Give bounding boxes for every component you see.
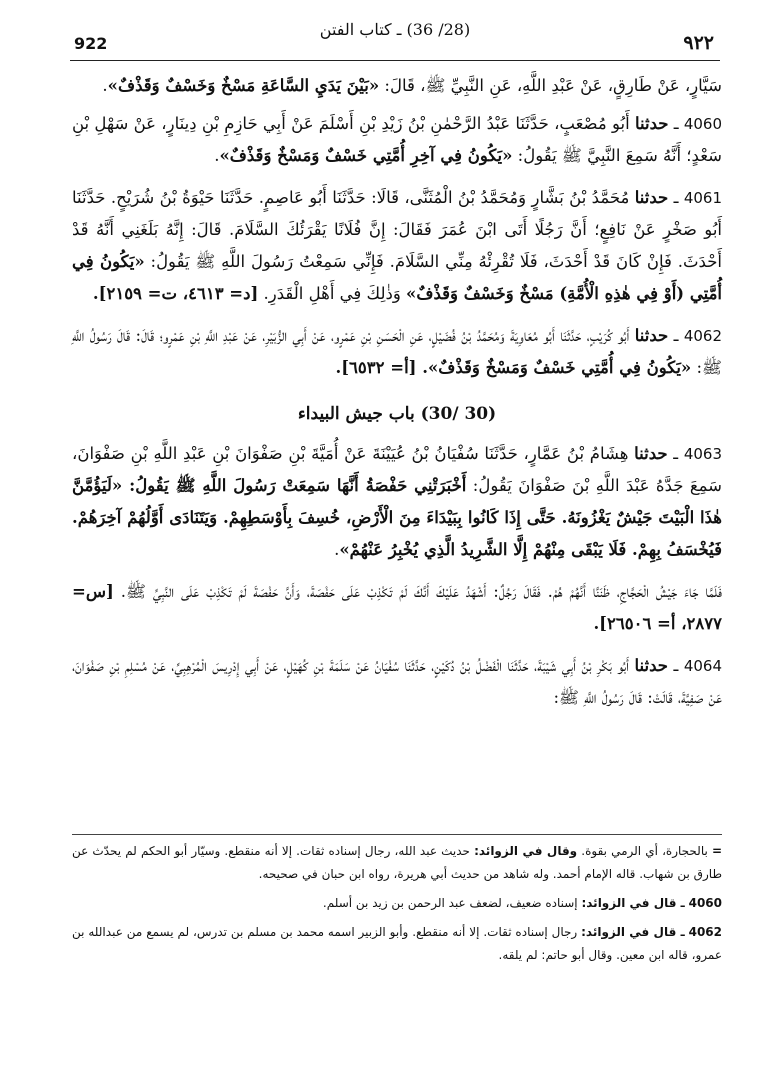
hadith-text: هِشَامُ بْنُ عَمَّارٍ، حَدَّثَنَا سُفْيَانُ بْنُ عُيَيْنَةَ عَنْ أُمَيَّةَ بْنِ صَفْوَانَ بْنِ عَبْدِ اللَّهِ بْنِ صَفْوَانَ، سَمِعَ جَدَّهُ عَبْدَ اللَّهِ بْنَ صَفْوَانَ يَقُولُ:: [72, 444, 722, 495]
hadith-matn: أَخْبَرَتْنِي حَفْصَةُ أَنَّهَا سَمِعَتْ رَسُولَ اللَّهِ ﷺ يَقُولُ: «لَيَؤُمَّنَّ هٰذَا الْبَيْتَ جَيْشٌ يَغْزُونَهُ. حَتَّى إِذَا كَانُوا بِبَيْدَاءَ مِنَ الْأَرْضِ، خُسِفَ بِأَوْسَطِهِمْ. وَيَتَنَادَى أَوَّلُهُمْ آخِرَهُمْ. فَيُخْسَفُ بِهِمْ. فَلَا يَبْقَى مِنْهُمْ إِلَّا الشَّرِيدُ الَّذِي يُخْبِرُ عَنْهُمْ»: [72, 476, 722, 559]
footnote-divider: [72, 834, 722, 835]
continuation-matn: «بَيْنَ يَدَيِ السَّاعَةِ مَسْخٌ وَخَسْفٌ وَقَذْفٌ»: [107, 76, 380, 95]
footnote-marker: =: [711, 844, 722, 858]
hadith-4063-continuation: [72, 576, 722, 640]
hadith-reference: [س= ٢٨٧٧، أ= ٢٦٥٠٦].: [72, 582, 722, 633]
hadith-number: 4064: [683, 657, 722, 675]
continuation-text: سَيَّارٍ، عَنْ طَارِقٍ، عَنْ عَبْدِ اللَّهِ، عَنِ النَّبِيِّ ﷺ، قَالَ:: [379, 76, 722, 95]
footnote-4060: [72, 892, 722, 915]
continuation-end: .: [102, 76, 108, 95]
hadith-4061: 4061 ـ حدثنا مُحَمَّدُ بْنُ بَشَّارٍ وَمُحَمَّدُ بْنُ الْمُثَنَّى، قَالَا: حَدَّثَنَا أَبُو عَاصِمٍ. حَدَّثَنَا حَيْوَةُ بْنُ شُرَيْحٍ. حَدَّثَنَا أَبُو صَخْرٍ عَنْ نَافِعٍ؛ أَنَّ رَجُلًا أَتَى ابْنَ عُمَرَ فَقَالَ: إِنَّ فُلَانًا يَقْرَئُكَ السَّلَامَ. قَالَ: إِنَّهُ بَلَغَنِي أَنَّهُ قَدْ أَحْدَثَ. فَإِنْ كَانَ قَدْ أَحْدَثَ، فَلَا تُقْرِئْهُ مِنِّي السَّلَامَ. فَإِنِّي سَمِعْتُ رَسُولَ اللَّهِ ﷺ يَقُولُ: «يَكُونُ فِي أُمَّتِي (أَوْ فِي هٰذِهِ الْأُمَّةِ) مَسْخٌ وَخَسْفٌ وَقَذْفٌ» وَذٰلِكَ فِي أَهْلِ الْقَدَرِ. [د= ٤٦١٣، ت= ٢١٥٩].: [72, 188, 723, 303]
hadith-number: 4063: [683, 445, 722, 463]
hadith-number: 4060: [683, 115, 723, 133]
hadith-text: مُحَمَّدُ بْنُ بَشَّارٍ وَمُحَمَّدُ بْنُ الْمُثَنَّى، قَالَا: حَدَّثَنَا أَبُو عَاصِمٍ. حَدَّثَنَا حَيْوَةُ بْنُ شُرَيْحٍ. حَدَّثَنَا أَبُو صَخْرٍ عَنْ نَافِعٍ؛ أَنَّ رَجُلًا أَتَى ابْنَ عُمَرَ فَقَالَ: إِنَّ فُلَانًا يَقْرَئُكَ السَّلَامَ. قَالَ: إِنَّهُ بَلَغَنِي أَنَّهُ قَدْ أَحْدَثَ. فَإِنْ كَانَ قَدْ أَحْدَثَ، فَلَا تُقْرِئْهُ مِنِّي السَّلَامَ. فَإِنِّي سَمِعْتُ رَسُولَ اللَّهِ ﷺ يَقُولُ:: [72, 188, 722, 271]
footnote-number: 4060: [688, 896, 722, 910]
hadith-matn: «يَكُونُ فِي أُمَّتِي خَسْفٌ وَمَسْخٌ وَقَذْفٌ»: [427, 358, 692, 377]
hadith-4062: 4062 ـ حدثنا أَبُو كُرَيْبٍ، حَدَّثَنَا أَبُو مُعَاوِيَةَ وَمُحَمَّدُ بْنُ فُضَيْلٍ، عَنِ الْحَسَنِ بْنِ عَمْرٍو، عَنْ أَبِي الزُّبَيْرِ، عَنْ عَبْدِ اللَّهِ بْنِ عَمْرٍو؛ قَالَ: قَالَ رَسُولُ اللَّهِ ﷺ: «يَكُونُ فِي أُمَّتِي خَسْفٌ وَمَسْخٌ وَقَذْفٌ». [أ= ٦٥٣٢].: [72, 326, 723, 377]
footnote-key: ـ قال في الزوائد:: [581, 925, 685, 939]
hadith-text: فَلَمَّا جَاءَ جَيْشُ الْحَجَّاجِ، ظَنَنَّا أَنَّهُمْ هُمْ. فَقَالَ رَجُلٌ: أَشْهَدُ عَلَيْكَ أَنَّكَ لَمْ تَكْذِبْ عَلَى حَفْصَةَ، وَأَنَّ حَفْصَةَ لَمْ تَكْذِبْ عَلَى النَّبِيِّ ﷺ.: [113, 582, 722, 601]
hadith-4060: 4060 ـ حدثنا أَبُو مُصْعَبٍ، حَدَّثَنَا عَبْدُ الرَّحْمٰنِ بْنُ زَيْدِ بْنِ أَسْلَمَ عَنْ أَبِي حَازِمِ بْنِ دِينَارٍ، عَنْ سَهْلِ بْنِ سَعْدٍ؛ أَنَّهُ سَمِعَ النَّبِيَّ ﷺ يَقُولُ: «يَكُونُ فِي آخِرِ أُمَّتِي خَسْفٌ وَمَسْخٌ وَقَذْفٌ».: [72, 114, 723, 165]
footnote-key: ـ قال في الزوائد:: [581, 896, 685, 910]
footnote-text: رجال إسناده ثقات. إلا أنه منقطع. وأبو الزبير اسمه محمد بن مسلم بن تدرس، لم يسمع من عبدالله بن عمرو، قاله ابن معين. وقال أبو حاتم: لم يلقه.: [72, 925, 722, 962]
hadith-keyword: حدثنا: [634, 656, 668, 675]
hadith-reference: [د= ٤٦١٣، ت= ٢١٥٩].: [92, 284, 259, 303]
page-number-latin: 922: [74, 34, 108, 53]
hadith-number: 4061: [683, 189, 723, 207]
hadith-keyword: حدثنا: [634, 326, 669, 345]
footnote-text: إسناده ضعيف، لضعف عبد الرحمن بن زيد بن أسلم.: [322, 896, 582, 910]
hadith-end: .: [334, 540, 340, 559]
footnotes: [72, 840, 722, 973]
page-header: [70, 14, 720, 61]
hadith-number: 4062: [683, 327, 723, 345]
footnote-4062: [72, 921, 722, 967]
hadith-4064: 4064 ـ حدثنا أَبُو بَكْرِ بْنُ أَبِي شَيْبَةَ، حَدَّثَنَا الْفَضْلُ بْنُ دُكَيْنٍ، حَدَّثَنَا سُفْيَانُ عَنْ سَلَمَةَ بْنِ كُهَيْلٍ، عَنْ أَبِي إِدْرِيسَ الْمُرْهِبِيِّ، عَنْ مُسْلِمِ بْنِ صَفْوَانَ، عَنْ صَفِيَّةَ، قَالَتْ: قَالَ رَسُولُ اللَّهِ ﷺ:: [72, 656, 722, 707]
footnote-key: وقال في الزوائد:: [474, 844, 578, 858]
hadith-keyword: حدثنا: [634, 188, 669, 207]
hadith-keyword: حدثنا: [634, 444, 668, 463]
hadith-matn: «يَكُونُ فِي أُمَّتِي (أَوْ فِي هٰذِهِ الْأُمَّةِ) مَسْخٌ وَخَسْفٌ وَقَذْفٌ»: [72, 252, 722, 303]
hadith-4063: 4063 ـ حدثنا هِشَامُ بْنُ عَمَّارٍ، حَدَّثَنَا سُفْيَانُ بْنُ عُيَيْنَةَ عَنْ أُمَيَّةَ بْنِ صَفْوَانَ بْنِ عَبْدِ اللَّهِ بْنِ صَفْوَانَ، سَمِعَ جَدَّهُ عَبْدَ اللَّهِ بْنَ صَفْوَانَ يَقُولُ: أَخْبَرَتْنِي حَفْصَةُ أَنَّهَا سَمِعَتْ رَسُولَ اللَّهِ ﷺ يَقُولُ: «لَيَؤُمَّنَّ هٰذَا الْبَيْتَ جَيْشٌ يَغْزُونَهُ. حَتَّى إِذَا كَانُوا بِبَيْدَاءَ مِنَ الْأَرْضِ، خُسِفَ بِأَوْسَطِهِمْ. وَيَتَنَادَى أَوَّلُهُمْ آخِرَهُمْ. فَيُخْسَفُ بِهِمْ. فَلَا يَبْقَى مِنْهُمْ إِلَّا الشَّرِيدُ الَّذِي يُخْبِرُ عَنْهُمْ».: [72, 444, 722, 559]
hadith-matn: «يَكُونُ فِي آخِرِ أُمَّتِي خَسْفٌ وَمَسْخٌ وَقَذْفٌ»: [219, 146, 513, 165]
page-number-arabic: ٩٢٢: [683, 32, 714, 54]
chapter-title: (30 /30) باب جيش البيداء: [297, 404, 497, 424]
footnote-number: 4062: [688, 925, 722, 939]
hadith-text: أَبُو كُرَيْبٍ، حَدَّثَنَا أَبُو مُعَاوِيَةَ وَمُحَمَّدُ بْنُ فُضَيْلٍ، عَنِ الْحَسَنِ بْنِ عَمْرٍو، عَنْ أَبِي الزُّبَيْرِ، عَنْ عَبْدِ اللَّهِ بْنِ عَمْرٍو؛ قَالَ: قَالَ رَسُولُ اللَّهِ ﷺ:: [72, 326, 722, 377]
footnote-text: حديث عبد الله، رجال إسناده ثقات. إلا أنه منقطع. وسيّار أبو الحكم لم يحدّث عن طارق بن شهاب. قاله الإمام أحمد. وله شاهد من حديث أبي هريرة، رواه ابن حبان في صحيحه.: [72, 844, 722, 881]
hadith-keyword: حدثنا: [634, 114, 669, 133]
hadith-text: أَبُو بَكْرِ بْنُ أَبِي شَيْبَةَ، حَدَّثَنَا الْفَضْلُ بْنُ دُكَيْنٍ، حَدَّثَنَا سُفْيَانُ عَنْ سَلَمَةَ بْنِ كُهَيْلٍ، عَنْ أَبِي إِدْرِيسَ الْمُرْهِبِيِّ، عَنْ مُسْلِمِ بْنِ صَفْوَانَ، عَنْ صَفِيَّةَ، قَالَتْ: قَالَ رَسُولُ اللَّهِ ﷺ:: [72, 656, 722, 707]
hadith-reference: . [أ= ٦٥٣٢].: [335, 358, 428, 377]
footnote-text: بالحجارة، أي الرمي بقوة.: [577, 844, 708, 858]
running-title: (28/ 36) ـ كتاب الفتن: [319, 20, 471, 39]
hadith-continuation: [72, 70, 722, 102]
main-text: [72, 70, 722, 724]
hadith-end: .: [214, 146, 220, 165]
footnote-continuation: [72, 840, 722, 886]
hadith-text-after: وَذٰلِكَ فِي أَهْلِ الْقَدَرِ.: [263, 284, 407, 303]
hadith-text: أَبُو مُصْعَبٍ، حَدَّثَنَا عَبْدُ الرَّحْمٰنِ بْنُ زَيْدِ بْنِ أَسْلَمَ عَنْ أَبِي حَازِمِ بْنِ دِينَارٍ، عَنْ سَهْلِ بْنِ سَعْدٍ؛ أَنَّهُ سَمِعَ النَّبِيَّ ﷺ يَقُولُ:: [72, 114, 722, 165]
